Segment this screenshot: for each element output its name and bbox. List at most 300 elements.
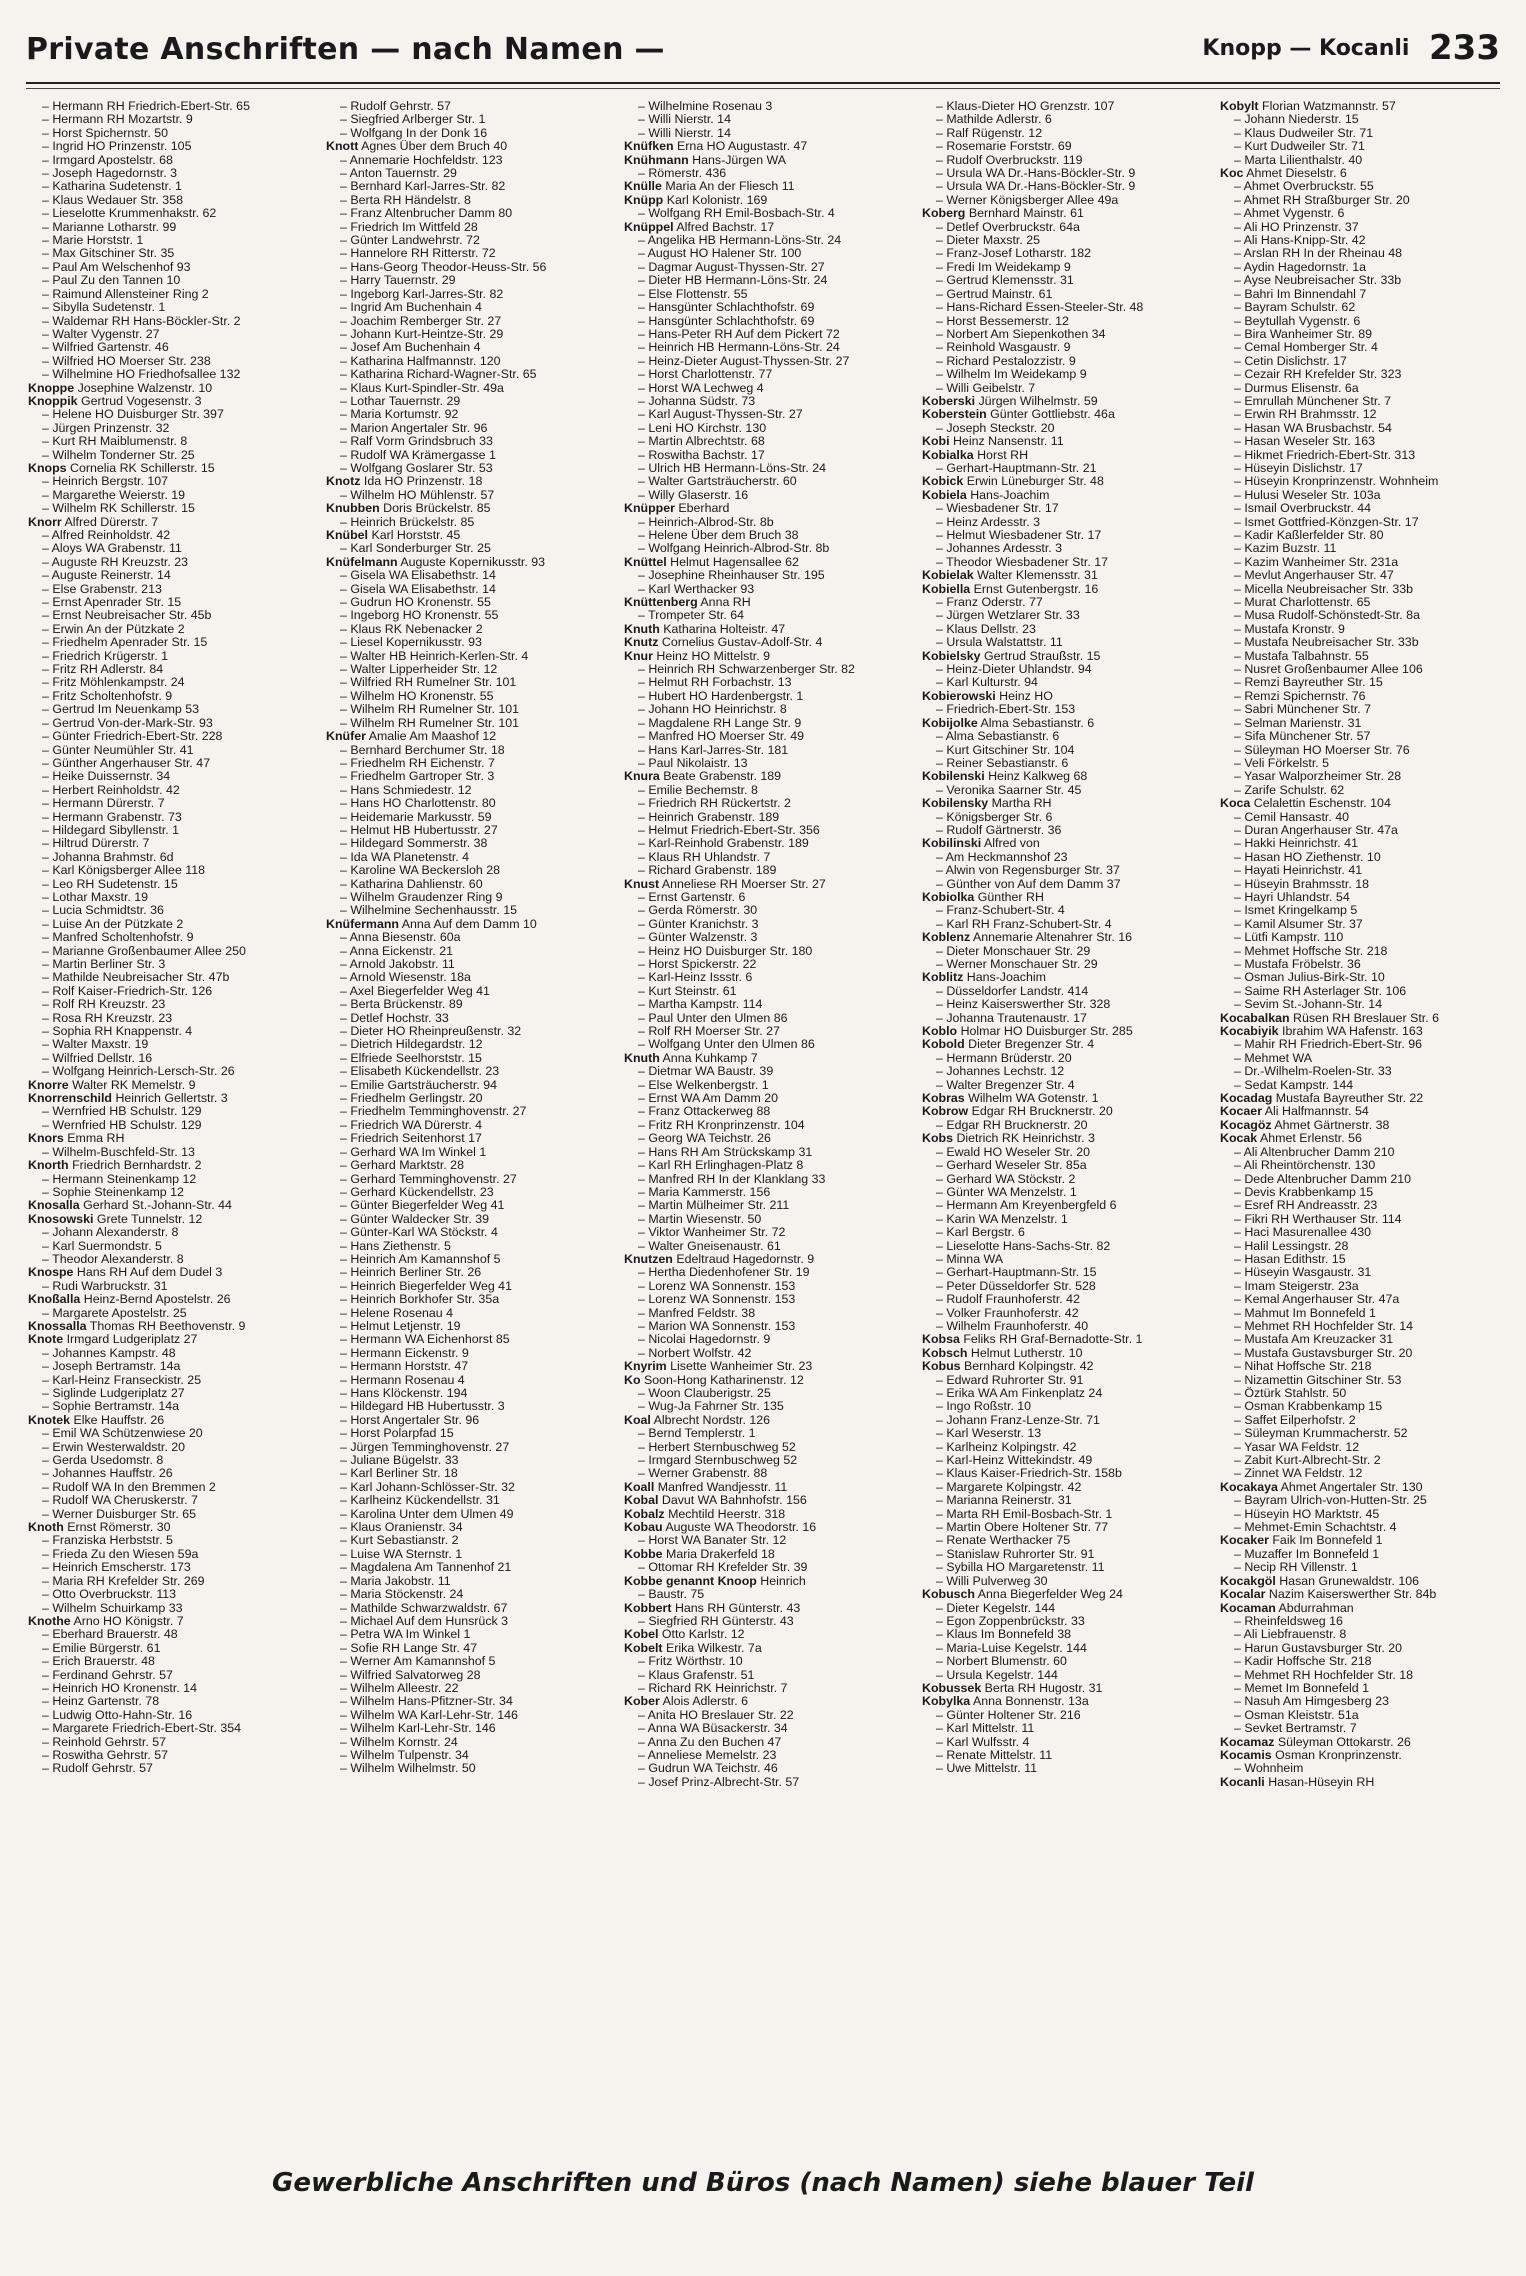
directory-entry: – Hasan HO Ziethenstr. 10 (1234, 850, 1381, 864)
directory-entry (326, 730, 614, 743)
directory-entry: – Wolfgang Heinrich-Lersch-Str. 26 (42, 1065, 235, 1079)
entry-text: Mahir RH Friedrich-Ebert-Str. 96 (1244, 1038, 1422, 1052)
entry-text: Agnes Über dem Bruch 40 (361, 140, 508, 154)
entry-text: Frieda Zu den Wiesen 59a (52, 1547, 199, 1561)
directory-entry (28, 1320, 316, 1333)
entry-text: Wug-Ja Fahrner Str. 135 (648, 1400, 784, 1414)
directory-entry: – Kazim Wanheimer Str. 231a (1234, 555, 1399, 569)
directory-entry: – Johannes Ardesstr. 3 (936, 542, 1063, 556)
directory-entry (624, 1253, 912, 1266)
entry-text: Bayram Ulrich-von-Hutten-Str. 25 (1244, 1494, 1427, 1508)
entry-text: Friedrich Krügerstr. 1 (52, 649, 169, 663)
directory-entry: – Hildegard HB Hubertusstr. 3 (340, 1400, 505, 1414)
directory-entry (624, 1374, 912, 1387)
entry-text: Edeltraud Hagedornstr. 9 (676, 1252, 815, 1266)
directory-entry: – Berta RH Händelstr. 8 (340, 193, 471, 207)
directory-entry: – Wilhelm RH Rumelner Str. 101 (340, 703, 520, 717)
directory-entry (922, 449, 1210, 462)
entry-text: Walter RK Memelstr. 9 (72, 1078, 196, 1092)
entry-text: Ahmet Angertaler Str. 130 (1280, 1480, 1423, 1494)
entry-text: Hasan Edithstr. 15 (1244, 1252, 1346, 1266)
entry-text: Mathilde Neubreisacher Str. 47b (52, 971, 230, 985)
entry-text: Karl Weserstr. 13 (946, 1427, 1042, 1441)
entry-text: Ahmet Erlenstr. 56 (1259, 1132, 1362, 1146)
entry-surname: Koall (624, 1480, 655, 1494)
entry-text: Helmut Lutherstr. 10 (970, 1346, 1083, 1360)
entry-text: Manfred RH In der Klanklang 33 (648, 1172, 826, 1186)
directory-entry: – Horst Spichernstr. 50 (42, 126, 169, 140)
directory-entry (922, 408, 1210, 421)
entry-text: Horst Polarpfad 15 (350, 1427, 454, 1441)
directory-entry: – Karolina Unter dem Ulmen 49 (340, 1507, 514, 1521)
directory-entry: – Lucia Schmidtstr. 36 (42, 904, 164, 918)
directory-entry: – Wilhelm-Buschfeld-Str. 13 (42, 1145, 195, 1159)
entry-text: Johann Kurt-Heintze-Str. 29 (350, 327, 504, 341)
directory-entry: – Magdalene RH Lange Str. 9 (638, 716, 802, 730)
entry-text: Wilhelm Karl-Lehr-Str. 146 (350, 1722, 496, 1736)
directory-entry: – Wilhelm Wilhelmstr. 50 (340, 1762, 476, 1776)
entry-text: Margarete Apostelstr. 25 (52, 1306, 187, 1320)
entry-text: Norbert Wolfstr. 42 (648, 1346, 752, 1360)
entry-text: Hermann RH Mozartstr. 9 (52, 113, 193, 127)
entry-text: Grete Tunnelstr. 12 (96, 1212, 203, 1226)
directory-entry: – Ferdinand Gehrstr. 57 (42, 1668, 173, 1682)
directory-entry: – Wilhelmine HO Friedhofsallee 132 (42, 368, 241, 382)
entry-surname: Knüfelmann (326, 555, 398, 569)
directory-entry: – Joseph Bertramstr. 14a (42, 1360, 181, 1374)
entry-text: Ralf Vorm Grindsbruch 33 (350, 435, 493, 449)
directory-entry: – Kurt Steinstr. 61 (638, 984, 737, 998)
directory-entry: – Theodor Alexanderstr. 8 (42, 1252, 184, 1266)
directory-entry: – Margarethe Weierstr. 19 (42, 488, 186, 502)
directory-entry (922, 1333, 1210, 1346)
entry-text: Axel Biegerfelder Weg 41 (349, 984, 490, 998)
directory-entry (28, 1266, 316, 1279)
directory-entry: – Gerhart-Hauptmann-Str. 15 (936, 1266, 1097, 1280)
entry-text: Hikmet Friedrich-Ebert-Str. 313 (1244, 448, 1416, 462)
entry-text: Celalettin Eschenstr. 104 (1253, 797, 1391, 811)
entry-text: Dieter Maxstr. 25 (946, 234, 1040, 248)
directory-entry: – Woon Clauberigstr. 25 (638, 1387, 771, 1400)
entry-text: Gerda Römerstr. 30 (648, 904, 758, 918)
entry-text: Jürgen Prinzenstr. 32 (52, 421, 170, 435)
entry-text: Else Flottenstr. 55 (648, 287, 748, 301)
entry-text: Friedrich RH Rückertstr. 2 (648, 797, 791, 811)
entry-surname: Knott (326, 140, 359, 154)
directory-entry: – Rudolf Gehrstr. 57 (42, 1762, 153, 1776)
entry-surname: Kobiolka (922, 890, 975, 904)
directory-entry: – Günther Angerhauser Str. 47 (42, 756, 211, 770)
entry-text: Rüsen RH Breslauer Str. 6 (1293, 1011, 1440, 1025)
entry-text: Auguste Reinerstr. 14 (51, 569, 171, 583)
entry-text: Alwin von Regensburger Str. 37 (945, 864, 1120, 878)
directory-entry: – Horst Angertaler Str. 96 (340, 1413, 480, 1427)
directory-entry: – Eberhard Brauerstr. 48 (42, 1628, 178, 1642)
entry-text: Dietrich RK Heinrichstr. 3 (956, 1132, 1095, 1146)
directory-entry: – Magdalena Am Tannenhof 21 (340, 1561, 512, 1575)
entry-text: Zarife Schulstr. 62 (1244, 783, 1345, 797)
entry-text: Hans-Georg Theodor-Heuss-Str. 56 (350, 260, 547, 274)
directory-entry: – Else Grabenstr. 213 (42, 582, 162, 596)
directory-entry: – Ernst Apenrader Str. 15 (42, 596, 182, 610)
entry-text: Franz Oderstr. 77 (946, 596, 1043, 610)
directory-entry: – Hertha Diedenhofener Str. 19 (638, 1266, 810, 1280)
entry-text: Ewald HO Weseler Str. 20 (946, 1145, 1091, 1159)
entry-surname: Kocakgöl (1220, 1574, 1276, 1588)
entry-text: Willy Glaserstr. 16 (648, 488, 749, 502)
entry-text: Auguste WA Theodorstr. 16 (665, 1521, 817, 1535)
directory-entry: – Musa Rudolf-Schönstedt-Str. 8a (1234, 609, 1420, 623)
entry-text: Eberhard (678, 502, 730, 516)
directory-entry: – Hans-Richard Essen-Steeler-Str. 48 (936, 301, 1144, 315)
entry-text: Friedrich WA Dürerstr. 4 (350, 1118, 483, 1132)
entry-text: Martin Wiesenstr. 50 (648, 1212, 762, 1226)
directory-entry: – Necip RH Villenstr. 1 (1234, 1561, 1358, 1575)
entry-text: Heinrich Gellertstr. 3 (115, 1092, 228, 1106)
directory-entry (1220, 1602, 1500, 1615)
directory-entry: – Johann Alexanderstr. 8 (42, 1226, 179, 1240)
directory-entry: – Mathilde Neubreisacher Str. 47b (42, 971, 230, 985)
entry-text: Ernst Gartenstr. 6 (648, 890, 746, 904)
directory-entry: – Mustafa Neubreisacher Str. 33b (1234, 636, 1419, 650)
entry-text: Ursula Walstattstr. 11 (946, 636, 1063, 650)
entry-surname: Kobbert (624, 1601, 672, 1615)
directory-entry (1220, 1776, 1500, 1789)
directory-entry: – Manfred Scholtenhofstr. 9 (42, 931, 194, 945)
entry-text: Berta RH Händelstr. 8 (350, 193, 471, 207)
listing-column-2 (326, 100, 614, 2150)
entry-text: Josephine Walzenstr. 10 (77, 381, 213, 395)
entry-text: Heinz HO Mittelstr. 9 (656, 649, 770, 663)
directory-entry: – Veli Förkelstr. 5 (1234, 756, 1330, 770)
directory-entry: – Heinz HO Duisburger Str. 180 (638, 944, 813, 958)
entry-text: Horst Spichernstr. 50 (52, 126, 169, 140)
directory-entry: – Ursula WA Dr.-Hans-Böckler-Str. 9 (936, 167, 1136, 181)
entry-surname: Kocadag (1220, 1092, 1273, 1106)
entry-text: Wilhelmine Rosenau 3 (648, 100, 773, 113)
directory-entry: – Viktor Wanheimer Str. 72 (638, 1226, 786, 1240)
footer-note: Gewerbliche Anschriften und Büros (nach Namen) siehe blauer Teil (272, 2168, 1254, 2198)
directory-entry: – Wilhelm Graudenzer Ring 9 (340, 890, 503, 904)
entry-surname: Kobold (922, 1038, 965, 1052)
directory-entry: – Wug-Ja Fahrner Str. 135 (638, 1400, 784, 1414)
directory-entry: – Heinrich Biegerfelder Weg 41 (340, 1279, 512, 1293)
entry-text: Wilhelmine HO Friedhofsallee 132 (52, 368, 241, 382)
entry-text: Georg WA Teichstr. 26 (648, 1132, 771, 1146)
directory-entry: – Martin Albrechtstr. 68 (638, 435, 765, 449)
directory-entry: – Osman Julius-Birk-Str. 10 (1234, 971, 1385, 985)
directory-entry (1220, 1749, 1500, 1762)
entry-surname: Kobiella (922, 582, 971, 596)
entry-text: Karl Suermondstr. 5 (52, 1239, 162, 1253)
entry-text: Edgar RH Brucknerstr. 20 (971, 1105, 1113, 1119)
directory-entry: – Kurt Sebastianstr. 2 (340, 1534, 459, 1548)
entry-text: Willi Geibelstr. 7 (946, 381, 1036, 395)
entry-text: Josephine Rheinhauser Str. 195 (648, 569, 825, 583)
directory-entry: – Heinrich Am Kamannshof 5 (340, 1252, 501, 1266)
directory-entry: – Hildegard Sibyllenstr. 1 (42, 823, 180, 837)
directory-entry: – Karl Kulturstr. 94 (936, 676, 1038, 690)
entry-text: Sevket Bertramstr. 7 (1244, 1722, 1357, 1736)
directory-entry: – Rudolf WA Cheruskerstr. 7 (42, 1494, 198, 1508)
page-title: Private Anschriften — nach Namen — (26, 32, 665, 67)
entry-text: Stanislaw Ruhrorter Str. 91 (946, 1547, 1095, 1561)
entry-text: Hermann Am Kreyenbergfeld 6 (946, 1199, 1117, 1213)
entry-text: Karl-Heinz Franseckistr. 25 (52, 1373, 202, 1387)
directory-entry: – Osman Krabbenkamp 15 (1234, 1400, 1383, 1414)
directory-entry: – Norbert Am Siepenkothen 34 (936, 327, 1106, 341)
entry-text: Ingrid HO Prinzenstr. 105 (52, 140, 192, 154)
entry-text: Ida WA Planetenstr. 4 (350, 850, 470, 864)
entry-surname: Kobiela (922, 488, 967, 502)
directory-entry: – Karl-Heinz Issstr. 6 (638, 971, 753, 985)
directory-entry: – Hermann RH Mozartstr. 9 (42, 113, 193, 127)
entry-surname: Knorth (28, 1159, 69, 1173)
directory-entry: – Dieter Maxstr. 25 (936, 234, 1040, 248)
entry-text: Nicolai Hagedornstr. 9 (648, 1333, 771, 1347)
directory-entry (922, 650, 1210, 663)
directory-entry: – Saime RH Asterlager Str. 106 (1234, 984, 1407, 998)
entry-text: Hasan-Hüseyin RH (1268, 1775, 1375, 1789)
entry-text: Ahmet Dieselstr. 6 (1246, 167, 1347, 181)
entry-text: Ibrahim WA Hafenstr. 163 (1282, 1025, 1423, 1039)
directory-entry: – Horst WA Banater Str. 12 (638, 1534, 787, 1548)
entry-surname: Kocamaz (1220, 1735, 1275, 1749)
entry-text: Josef Prinz-Albrecht-Str. 57 (648, 1775, 800, 1789)
entry-text: Hans-Richard Essen-Steeler-Str. 48 (946, 301, 1144, 315)
entry-text: Maria RH Krefelder Str. 269 (52, 1574, 205, 1588)
entry-text: Horst Bessemerstr. 12 (946, 314, 1069, 328)
entry-text: Cornelia RK Schillerstr. 15 (70, 461, 215, 475)
directory-entry (1220, 1012, 1500, 1025)
entry-surname: Knüppel (624, 220, 674, 234)
directory-entry: – Emilie Bürgerstr. 61 (42, 1641, 161, 1655)
entry-text: Lothar Tauernstr. 29 (350, 394, 461, 408)
entry-text: Leni HO Kirchstr. 130 (648, 421, 767, 435)
listing-column-1 (28, 100, 316, 2150)
entry-text: Wilhelm WA Karl-Lehr-Str. 146 (350, 1708, 518, 1722)
entry-text: Horst Angertaler Str. 96 (350, 1413, 480, 1427)
directory-entry: – Walter Vygenstr. 27 (42, 327, 160, 341)
entry-text: Soon-Hong Katharinenstr. 12 (643, 1373, 804, 1387)
directory-entry: – Nihat Hoffsche Str. 218 (1234, 1360, 1372, 1374)
directory-entry (624, 1548, 912, 1561)
entry-text: Ayse Neubreisacher Str. 33b (1243, 274, 1402, 288)
directory-entry: – Wilhelm HO Mühlenstr. 57 (340, 488, 495, 502)
directory-entry: – Ahmet RH Straßburger Str. 20 (1234, 193, 1410, 207)
entry-text: Günter Neumühler Str. 41 (52, 743, 194, 757)
entry-text: Muzaffer Im Bonnefeld 1 (1244, 1547, 1380, 1561)
directory-entry: – Yasar WA Feldstr. 12 (1234, 1440, 1360, 1454)
entry-text: Sibylla Sudetenstr. 1 (52, 301, 166, 315)
directory-entry: – Beytullah Vygenstr. 6 (1234, 314, 1361, 328)
entry-text: Dede Altenbrucher Damm 210 (1244, 1172, 1412, 1186)
entry-text: Woon Clauberigstr. 25 (648, 1387, 771, 1400)
entry-text: Hertha Diedenhofener Str. 19 (648, 1266, 810, 1280)
entry-text: Esref RH Andreasstr. 23 (1244, 1199, 1378, 1213)
page-header (26, 26, 1500, 84)
entry-surname: Kobielak (922, 569, 974, 583)
directory-entry: – Werner Duisburger Str. 65 (42, 1507, 197, 1521)
directory-entry: – Max Gitschiner Str. 35 (42, 247, 175, 261)
directory-entry: – Erwin Westerwaldstr. 20 (42, 1440, 186, 1454)
entry-text: Roswitha Gehrstr. 57 (52, 1748, 169, 1762)
entry-text: Saime RH Asterlager Str. 106 (1244, 984, 1407, 998)
entry-surname: Knübel (326, 529, 368, 542)
entry-surname: Knüpper (624, 502, 675, 516)
directory-entry: – Karin WA Menzelstr. 1 (936, 1212, 1068, 1226)
directory-entry: – Bahri Im Binnendahl 7 (1234, 287, 1367, 301)
directory-entry: – Klaus RH Uhlandstr. 7 (638, 850, 771, 864)
directory-entry: – Reinhold Gehrstr. 57 (42, 1735, 166, 1749)
directory-entry: – Klaus Dellstr. 23 (936, 622, 1036, 636)
entry-text: Viktor Wanheimer Str. 72 (648, 1226, 786, 1240)
entry-text: Karl RH Franz-Schubert-Str. 4 (946, 917, 1112, 931)
entry-text: Emilie Bechemstr. 8 (648, 783, 758, 797)
entry-text: Imam Steigerstr. 23a (1244, 1279, 1359, 1293)
entry-text: Fredi Im Weidekamp 9 (946, 260, 1071, 274)
entry-text: Rolf RH Moerser Str. 27 (648, 1025, 780, 1039)
directory-entry: – Herbert Sternbuschweg 52 (638, 1440, 796, 1454)
entry-text: Siglinde Ludgeriplatz 27 (52, 1387, 185, 1400)
entry-text: Karl Mittelstr. 11 (946, 1722, 1035, 1736)
entry-text: Ursula WA Dr.-Hans-Böckler-Str. 9 (946, 167, 1136, 181)
entry-surname: Knur (624, 649, 653, 663)
entry-text: Hermann WA Eichenhorst 85 (350, 1333, 510, 1347)
entry-text: Gertrud Im Neuenkamp 53 (52, 703, 200, 717)
entry-text: Mustafa Fröbelstr. 36 (1244, 958, 1361, 971)
directory-entry (326, 529, 614, 542)
entry-surname: Kobau (624, 1521, 663, 1535)
directory-entry: – Wolfgang Heinrich-Albrod-Str. 8b (638, 542, 830, 556)
directory-entry: – Paul Am Welschenhof 93 (42, 260, 191, 274)
directory-entry: – Franz Ottackerweg 88 (638, 1105, 771, 1119)
directory-entry: – Johanna Südstr. 73 (638, 394, 756, 408)
entry-text: Lieselotte Krummenhakstr. 62 (52, 207, 217, 221)
directory-entry (28, 1615, 316, 1628)
entry-surname: Koberski (922, 394, 976, 408)
directory-entry: – Margarete Friedrich-Ebert-Str. 354 (42, 1722, 242, 1736)
entry-text: Else Welkenbergstr. 1 (648, 1078, 769, 1092)
entry-surname: Kobusch (922, 1588, 976, 1602)
directory-entry: – Emilie Bechemstr. 8 (638, 783, 758, 797)
entry-text: Heinrich Am Kamannshof 5 (350, 1252, 501, 1266)
entry-text: Aydin Hagedornstr. 1a (1243, 260, 1367, 274)
entry-text: Karl Kulturstr. 94 (946, 676, 1038, 690)
directory-entry (624, 878, 912, 891)
directory-entry: – Marianne Lotharstr. 99 (42, 220, 177, 234)
directory-entry: – Hans Klöckenstr. 194 (340, 1387, 468, 1400)
directory-entry: – Maria Kammerstr. 156 (638, 1185, 771, 1199)
entry-text: Hüseyin Dislichstr. 17 (1244, 461, 1363, 475)
directory-entry: – Sophia RH Knappenstr. 4 (42, 1025, 193, 1039)
entry-text: Willi Pulverweg 30 (946, 1574, 1048, 1588)
directory-entry: – Arnold Wiesenstr. 18a (340, 971, 471, 985)
directory-entry: – Wilfried HO Moerser Str. 238 (42, 354, 211, 368)
directory-entry: – Ahmet Overbruckstr. 55 (1234, 180, 1374, 194)
entry-surname: Knülle (624, 180, 662, 194)
entry-text: Ernst Gutenbergstr. 16 (973, 582, 1099, 596)
entry-text: Hans RH Auf dem Dudel 3 (76, 1266, 223, 1280)
directory-entry: – Memet Im Bonnefeld 1 (1234, 1681, 1370, 1695)
entry-text: Günter Friedrich-Ebert-Str. 228 (52, 730, 223, 744)
entry-text: Marianne Großenbaumer Allee 250 (52, 944, 246, 958)
directory-entry: – Günter Walzenstr. 3 (638, 931, 758, 945)
entry-surname: Knosowski (28, 1212, 94, 1226)
directory-entry: – Hannelore RH Ritterstr. 72 (340, 247, 496, 261)
directory-entry: – Erika WA Am Finkenplatz 24 (936, 1387, 1103, 1400)
directory-entry (1220, 1025, 1500, 1038)
entry-text: Hans HO Charlottenstr. 80 (350, 797, 496, 811)
directory-entry: – Margarete Apostelstr. 25 (42, 1306, 187, 1320)
entry-surname: Koblo (922, 1025, 958, 1039)
entry-text: Helmut HB Hubertusstr. 27 (350, 823, 498, 837)
directory-entry: – Walter Gartsträucherstr. 60 (638, 475, 797, 489)
directory-entry: – Wilhelm RK Schillerstr. 15 (42, 502, 195, 516)
directory-entry: – Maria Stöckenstr. 24 (340, 1588, 464, 1602)
entry-surname: Knüttenberg (624, 596, 698, 610)
directory-entry (624, 1481, 912, 1494)
entry-surname: Kobalz (624, 1507, 665, 1521)
directory-entry (922, 1347, 1210, 1360)
directory-entry: – Walter Bregenzer Str. 4 (936, 1078, 1075, 1092)
entry-text: Ahmet Gärtnerstr. 38 (1274, 1118, 1390, 1132)
directory-entry: – Ursula Walstattstr. 11 (936, 636, 1063, 650)
entry-text: Helene Rosenau 4 (350, 1306, 453, 1320)
entry-text: Zabit Kurt-Albrecht-Str. 2 (1244, 1454, 1381, 1468)
entry-text: Hans-Jürgen WA (692, 153, 787, 167)
entry-text: Karl Horststr. 45 (371, 529, 461, 542)
directory-entry: – Bernhard Karl-Jarres-Str. 82 (340, 180, 506, 194)
directory-entry: – Dietmar WA Baustr. 39 (638, 1065, 774, 1079)
entry-text: Mustafa Bayreuther Str. 22 (1275, 1092, 1424, 1106)
directory-entry: – Karl Königsberger Allee 118 (42, 864, 206, 878)
directory-entry: – Georg WA Teichstr. 26 (638, 1132, 771, 1146)
directory-entry: – Willi Nierstr. 14 (638, 113, 731, 127)
entry-surname: Kobbe genannt Knoop (624, 1574, 757, 1588)
entry-text: Bernhard Kolpingstr. 42 (964, 1360, 1094, 1374)
entry-text: Erna HO Augustastr. 47 (677, 140, 808, 154)
directory-entry (326, 140, 614, 153)
entry-text: Albrecht Nordstr. 126 (653, 1413, 771, 1427)
entry-text: Theodor Alexanderstr. 8 (52, 1252, 184, 1266)
directory-entry: – Wilhelm RH Rumelner Str. 101 (340, 716, 520, 730)
directory-entry: – Ali Hans-Knipp-Str. 42 (1234, 234, 1366, 248)
entry-surname: Kocamis (1220, 1748, 1272, 1762)
directory-entry: – Hermann RH Friedrich-Ebert-Str. 65 (42, 100, 250, 113)
directory-entry: – Süleyman Krummacherstr. 52 (1234, 1427, 1408, 1441)
directory-entry: – Königsberger Str. 6 (936, 810, 1053, 824)
entry-text: Dietmar WA Baustr. 39 (648, 1065, 774, 1079)
directory-entry (624, 1575, 912, 1588)
directory-entry: – Friedrich RH Rückertstr. 2 (638, 797, 791, 811)
directory-entry: – Horst Bessemerstr. 12 (936, 314, 1069, 328)
entry-text: Fritz Wörthstr. 10 (648, 1655, 743, 1669)
directory-entry: – Remzi Bayreuther Str. 15 (1234, 676, 1383, 690)
entry-text: Osman Kronprinzenstr. (1275, 1748, 1402, 1762)
directory-entry: – Hans Karl-Jarres-Str. 181 (638, 743, 789, 757)
directory-entry: – Karoline WA Beckersloh 28 (340, 864, 501, 878)
directory-entry: – Liesel Kopernikusstr. 93 (340, 636, 482, 650)
entry-surname: Knosalla (28, 1199, 80, 1213)
directory-entry (922, 475, 1210, 488)
entry-text: Fritz Möhlenkampstr. 24 (52, 676, 185, 690)
directory-entry: – Horst Spickerstr. 22 (638, 958, 757, 971)
entry-text: Luise An der Pützkate 2 (52, 917, 184, 931)
entry-surname: Knust (624, 877, 660, 891)
directory-entry: – Maria Jakobstr. 11 (340, 1574, 451, 1588)
directory-entry: – Anna Eickenstr. 21 (340, 944, 453, 958)
